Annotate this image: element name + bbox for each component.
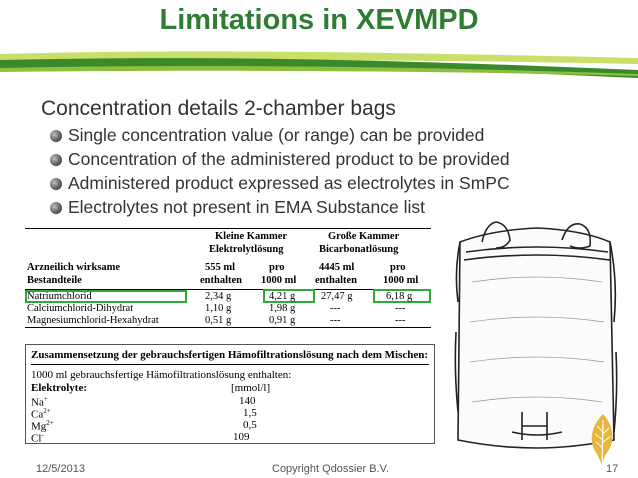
column-header: 1000 ml [383,275,419,286]
bullet-text: Electrolytes not present in EMA Substance list [68,197,425,217]
ion-charge: - [41,431,44,439]
footer-date: 12/5/2013 [36,463,85,475]
bullet-item [50,125,510,149]
electrolyte-label: Elektrolyte: [31,382,88,394]
page-number: 17 [606,463,619,475]
table-cell: 0,91 g [269,315,296,326]
table-rule [25,327,431,328]
ion-value: 0,5 [243,419,257,431]
table-cell: Calciumchlorid-Dihydrat [27,303,134,314]
row-header: Bestandteile [27,275,82,286]
table-cell: 27,47 g [321,291,353,302]
bullet-item [50,149,510,173]
composition-table [25,228,431,328]
bullet-text: Administered product expressed as electrolytes in SmPC [68,173,510,193]
bullet-icon [50,202,62,214]
table-cell: 0,51 g [205,315,232,326]
ion-symbol: Mg [31,420,47,433]
column-header: enthalten [200,275,242,286]
table-cell: 2,34 g [205,291,232,302]
bullet-list [50,125,510,221]
table-cell: --- [330,303,341,314]
table-cell: --- [395,315,406,326]
column-header: 555 ml [205,262,236,273]
ion-value: 140 [239,395,256,407]
ion-symbol: Ca [31,408,44,421]
table-rule [31,364,429,365]
column-header: pro [269,262,285,273]
bullet-icon [50,154,62,166]
ion-value: 1,5 [243,407,257,419]
unit-label: [mmol/l] [231,382,271,394]
group-header: Bicarbonatlösung [319,244,399,255]
group-header: Kleine Kammer [215,231,288,242]
bullet-icon [50,130,62,142]
column-header: pro [390,262,406,273]
row-header: Arzneilich wirksame [27,262,121,273]
bullet-icon [50,178,62,190]
table-title: Zusammensetzung der gebrauchsfertigen Hämofiltrationslösung nach dem Mischen: [31,349,429,361]
ion-charge: 2+ [43,407,51,415]
bullet-text: Single concentration value (or range) can be provided [68,125,485,145]
ion-value: 109 [233,431,250,443]
table-cell: 1,98 g [269,303,296,314]
column-header: enthalten [315,275,357,286]
title-bar [0,0,638,50]
slide-title: Limitations in XEVMPD [159,4,479,36]
table-rule [25,228,431,229]
column-header: 1000 ml [261,275,297,286]
ion-charge: + [43,395,48,403]
table-cell: 6,18 g [386,291,413,302]
ion-symbol: Cl [31,432,42,445]
bullet-item [50,173,510,197]
table-cell: Magnesiumchlorid-Hexahydrat [27,315,159,326]
table-cell: --- [330,315,341,326]
electrolyte-table [25,344,435,444]
ion-row [31,431,44,445]
bullet-item [50,197,510,221]
table-cell: 4,21 g [269,291,296,302]
table-cell: Natriumchlorid [27,291,92,302]
decorative-stripe [0,48,638,78]
section-heading: Concentration details 2-chamber bags [41,97,396,120]
column-header: 4445 ml [319,262,355,273]
group-header: Elektrolytlösung [209,244,284,255]
group-header: Große Kammer [328,231,400,242]
leaf-logo-icon [588,412,618,470]
table-cell: --- [395,303,406,314]
bullet-text: Concentration of the administered product to be provided [68,149,510,169]
table-subtitle: 1000 ml gebrauchsfertige Hämofiltrationslösung enthalten: [31,369,292,381]
ion-symbol: Na [31,396,44,409]
footer-copyright: Copyright Qdossier B.V. [272,463,389,475]
table-cell: 1,10 g [205,303,232,314]
ion-charge: 2+ [46,419,54,427]
